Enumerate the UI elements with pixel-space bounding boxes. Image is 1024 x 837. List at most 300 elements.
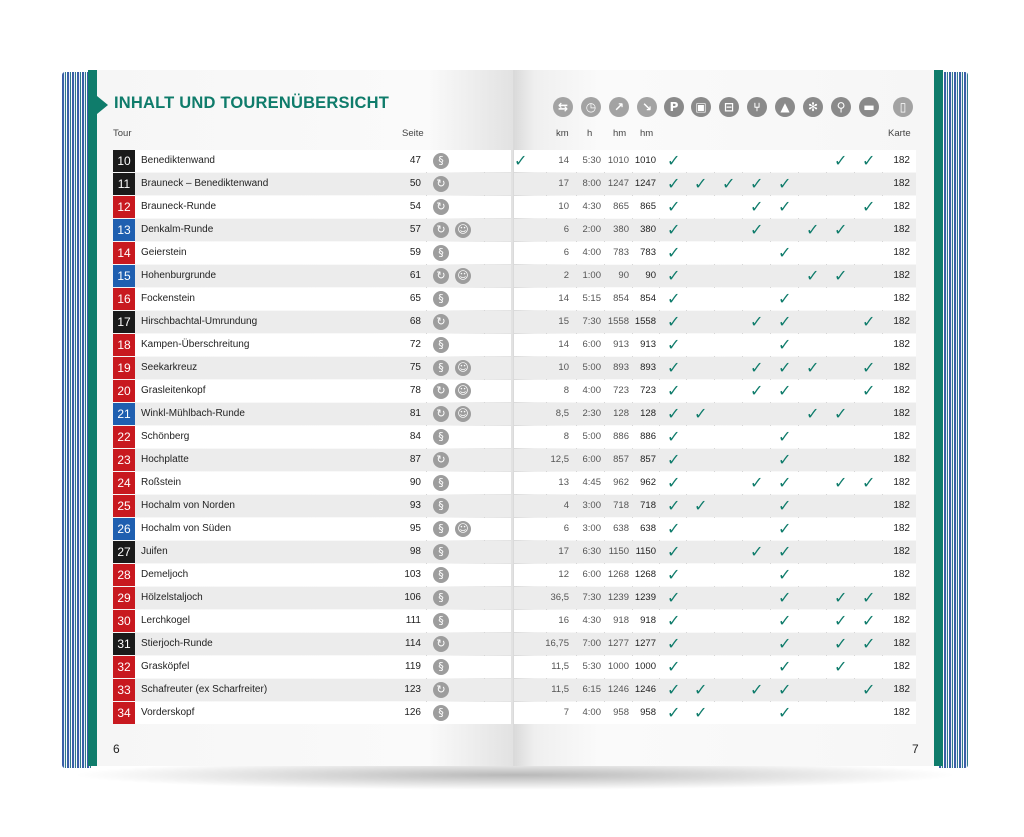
- header-h: h: [587, 128, 593, 139]
- tour-hm1: 893: [613, 362, 629, 373]
- table-row[interactable]: [113, 633, 511, 655]
- check-icon: ✓: [667, 611, 681, 630]
- tour-hm2: 918: [640, 615, 656, 626]
- table-row[interactable]: [113, 610, 511, 632]
- tour-h: 3:00: [582, 500, 601, 511]
- tour-hm2: 1247: [634, 178, 656, 189]
- tour-hm2: 638: [640, 523, 656, 534]
- tour-map-number: 182: [893, 569, 910, 580]
- table-row-stats: [514, 288, 916, 310]
- route-circular-icon: ↻: [433, 452, 449, 468]
- tour-name: Schafreuter (ex Scharfreiter): [141, 684, 268, 695]
- tour-h: 4:30: [582, 615, 601, 626]
- table-row[interactable]: [113, 311, 511, 333]
- tour-km: 10: [558, 362, 569, 373]
- tour-map-number: 182: [893, 408, 910, 419]
- check-icon: ✓: [834, 611, 848, 630]
- tour-h: 5:15: [582, 293, 601, 304]
- check-icon: ✓: [667, 634, 681, 653]
- table-row[interactable]: [113, 196, 511, 218]
- tour-map-number: 182: [893, 247, 910, 258]
- table-row[interactable]: [113, 265, 511, 287]
- check-icon: ✓: [834, 588, 848, 607]
- tour-name: Brauneck – Benediktenwand: [141, 178, 269, 189]
- tour-number: 29: [113, 587, 135, 609]
- tour-hm2: 893: [640, 362, 656, 373]
- tour-number: 24: [113, 472, 135, 494]
- table-row-stats: [514, 219, 916, 241]
- tour-hm1: 1277: [607, 638, 629, 649]
- tour-hm2: 1150: [635, 546, 656, 557]
- tour-km: 17: [558, 178, 569, 189]
- tour-hm2: 865: [640, 201, 656, 212]
- check-icon: ✓: [778, 473, 792, 492]
- cable-car-icon: ⊟: [719, 97, 739, 117]
- tour-km: 11,5: [551, 661, 569, 672]
- tour-hm1: 918: [613, 615, 629, 626]
- table-row-stats: [514, 495, 916, 517]
- tour-km: 10: [558, 201, 569, 212]
- check-icon: ✓: [806, 266, 820, 285]
- table-row[interactable]: [113, 426, 511, 448]
- tour-page: 75: [409, 362, 421, 373]
- check-icon: ✓: [667, 174, 681, 193]
- table-row[interactable]: [113, 449, 511, 471]
- route-circular-icon: ↻: [433, 682, 449, 698]
- tour-page: 81: [409, 408, 421, 419]
- tour-hm1: 886: [613, 431, 629, 442]
- tour-name: Hochalm von Süden: [141, 523, 232, 534]
- route-one-way-icon: §: [433, 429, 449, 445]
- table-row-stats: [514, 426, 916, 448]
- tour-hm2: 90: [645, 270, 656, 281]
- tour-name: Hirschbachtal-Umrundung: [141, 316, 258, 327]
- tour-hm2: 962: [640, 477, 656, 488]
- tour-page: 47: [409, 155, 421, 166]
- check-icon: ✓: [667, 496, 681, 515]
- tour-km: 36,5: [550, 592, 569, 603]
- check-icon: ✓: [834, 220, 848, 239]
- check-icon: ✓: [834, 404, 848, 423]
- tour-number: 34: [113, 702, 135, 724]
- check-icon: ✓: [834, 634, 848, 653]
- route-one-way-icon: §: [433, 567, 449, 583]
- tour-name: Hochplatte: [141, 454, 189, 465]
- table-row-stats: [514, 150, 916, 172]
- table-row-stats: [514, 265, 916, 287]
- tour-h: 4:00: [582, 385, 601, 396]
- check-icon: ✓: [750, 174, 764, 193]
- check-icon: ✓: [667, 197, 681, 216]
- tour-page: 84: [409, 431, 421, 442]
- check-icon: ✓: [862, 611, 876, 630]
- tour-h: 3:00: [582, 523, 601, 534]
- ascent-icon: ↗: [609, 97, 629, 117]
- tour-map-number: 182: [893, 155, 910, 166]
- check-icon: ✓: [862, 151, 876, 170]
- check-icon: ✓: [778, 174, 792, 193]
- tour-map-number: 182: [893, 293, 910, 304]
- check-icon: ✓: [667, 565, 681, 584]
- tour-hm1: 90: [618, 270, 629, 281]
- check-icon: ✓: [667, 381, 681, 400]
- tour-page: 87: [409, 454, 421, 465]
- tour-hm1: 1150: [608, 546, 629, 557]
- header-seite: Seite: [402, 128, 424, 139]
- tour-map-number: 182: [893, 431, 910, 442]
- tour-km: 14: [558, 293, 569, 304]
- tour-name: Hohenburgrunde: [141, 270, 217, 281]
- tour-name: Brauneck-Runde: [141, 201, 217, 212]
- route-one-way-icon: §: [433, 705, 449, 721]
- route-circular-icon: ↻: [433, 176, 449, 192]
- check-icon: ✓: [694, 680, 708, 699]
- tour-hm1: 1558: [607, 316, 629, 327]
- check-icon: ✓: [862, 312, 876, 331]
- tour-hm1: 718: [613, 500, 629, 511]
- tour-hm1: 1239: [607, 592, 629, 603]
- check-icon: ✓: [667, 358, 681, 377]
- route-circular-icon: ↻: [433, 314, 449, 330]
- check-icon: ✓: [778, 197, 792, 216]
- table-row-stats: [514, 587, 916, 609]
- tour-hm2: 723: [640, 385, 656, 396]
- check-icon: ✓: [778, 588, 792, 607]
- tour-name: Kampen-Überschreitung: [141, 339, 250, 350]
- kids-friendly-icon: ☺: [455, 521, 471, 537]
- tour-hm2: 128: [640, 408, 656, 419]
- tour-h: 6:00: [582, 454, 601, 465]
- table-row-stats: [514, 702, 916, 724]
- check-icon: ✓: [667, 588, 681, 607]
- route-circular-icon: ↻: [433, 268, 449, 284]
- tour-h: 7:00: [582, 638, 601, 649]
- table-row-stats: [514, 656, 916, 678]
- tour-page: 61: [409, 270, 421, 281]
- tour-h: 6:30: [582, 546, 601, 557]
- tour-hm1: 380: [613, 224, 629, 235]
- clock-icon: ◷: [581, 97, 601, 117]
- check-icon: ✓: [667, 703, 681, 722]
- table-row[interactable]: [113, 702, 511, 724]
- tour-km: 15: [558, 316, 569, 327]
- check-icon: ✓: [750, 220, 764, 239]
- table-row[interactable]: [113, 173, 511, 195]
- tour-name: Fockenstein: [141, 293, 195, 304]
- table-row[interactable]: [113, 564, 511, 586]
- tour-map-number: 182: [893, 270, 910, 281]
- parking-icon: P: [664, 97, 684, 117]
- tour-name: Vorderskopf: [141, 707, 195, 718]
- table-row[interactable]: [113, 587, 511, 609]
- table-row-stats: [514, 541, 916, 563]
- route-one-way-icon: §: [433, 613, 449, 629]
- tour-number: 12: [113, 196, 135, 218]
- tour-page: 114: [405, 638, 421, 649]
- tour-map-number: 182: [893, 385, 910, 396]
- tour-number: 32: [113, 656, 135, 678]
- tour-name: Grasleitenkopf: [141, 385, 206, 396]
- tour-page: 68: [409, 316, 421, 327]
- tour-hm2: 1000: [634, 661, 656, 672]
- tour-number: 20: [113, 380, 135, 402]
- tour-page: 78: [409, 385, 421, 396]
- check-icon: ✓: [750, 473, 764, 492]
- tour-name: Roßstein: [141, 477, 182, 488]
- kids-friendly-icon: ☺: [455, 360, 471, 376]
- table-row[interactable]: [113, 403, 511, 425]
- header-tour: Tour: [113, 128, 132, 139]
- check-icon: ✓: [862, 197, 876, 216]
- check-icon: ✓: [667, 312, 681, 331]
- tour-number: 11: [113, 173, 135, 195]
- check-icon: ✓: [778, 381, 792, 400]
- tour-number: 13: [113, 219, 135, 241]
- tour-km: 14: [558, 339, 569, 350]
- check-icon: ✓: [667, 542, 681, 561]
- table-row-stats: [514, 334, 916, 356]
- kids-friendly-icon: ☺: [455, 268, 471, 284]
- tour-h: 2:30: [582, 408, 601, 419]
- check-icon: ✓: [750, 358, 764, 377]
- tour-page: 119: [405, 661, 421, 672]
- tour-km: 7: [563, 707, 569, 718]
- tour-map-number: 182: [893, 707, 910, 718]
- route-one-way-icon: §: [433, 498, 449, 514]
- table-row-stats: [514, 242, 916, 264]
- tour-hm2: 958: [640, 707, 656, 718]
- tour-number: 30: [113, 610, 135, 632]
- table-row[interactable]: [113, 357, 511, 379]
- tour-hm1: 128: [613, 408, 629, 419]
- check-icon: ✓: [778, 243, 792, 262]
- route-one-way-icon: §: [433, 291, 449, 307]
- tour-page: 103: [404, 569, 421, 580]
- bed-icon: ▬: [859, 97, 879, 117]
- table-row[interactable]: [113, 334, 511, 356]
- table-row[interactable]: [113, 541, 511, 563]
- tour-km: 17: [558, 546, 569, 557]
- check-icon: ✓: [667, 473, 681, 492]
- tour-km: 12,5: [550, 454, 569, 465]
- route-one-way-icon: §: [433, 475, 449, 491]
- check-icon: ✓: [778, 289, 792, 308]
- tour-map-number: 182: [893, 523, 910, 534]
- tour-km: 8: [563, 431, 569, 442]
- check-icon: ✓: [694, 703, 708, 722]
- table-row-stats: [514, 403, 916, 425]
- tour-number: 33: [113, 679, 135, 701]
- table-row-stats: [514, 449, 916, 471]
- check-icon: ✓: [778, 427, 792, 446]
- table-row[interactable]: [113, 150, 511, 172]
- tour-km: 14: [558, 155, 569, 166]
- table-row-stats: [514, 311, 916, 333]
- tour-km: 12: [558, 569, 569, 580]
- route-circular-icon: ↻: [433, 199, 449, 215]
- tour-map-number: 182: [893, 615, 910, 626]
- tour-page: 65: [409, 293, 421, 304]
- check-icon: ✓: [667, 680, 681, 699]
- tour-map-number: 182: [893, 316, 910, 327]
- check-icon: ✓: [694, 174, 708, 193]
- tour-name: Winkl-Mühlbach-Runde: [141, 408, 245, 419]
- tour-h: 6:00: [582, 339, 601, 350]
- table-row[interactable]: [113, 472, 511, 494]
- route-circular-icon: ↻: [433, 406, 449, 422]
- tour-h: 4:45: [582, 477, 601, 488]
- tour-map-number: 182: [893, 454, 910, 465]
- tour-h: 1:00: [582, 270, 601, 281]
- tour-name: Lerchkogel: [141, 615, 190, 626]
- check-icon: ✓: [750, 680, 764, 699]
- tour-hm1: 962: [613, 477, 629, 488]
- check-icon: ✓: [667, 519, 681, 538]
- check-icon: ✓: [667, 335, 681, 354]
- tour-page: 57: [409, 224, 421, 235]
- tour-number: 23: [113, 449, 135, 471]
- route-one-way-icon: §: [433, 521, 449, 537]
- tour-number: 17: [113, 311, 135, 333]
- tour-page: 98: [409, 546, 421, 557]
- tour-page: 95: [409, 523, 421, 534]
- page-number-left: 6: [113, 742, 120, 756]
- tour-hm1: 1268: [607, 569, 629, 580]
- check-icon: ✓: [667, 450, 681, 469]
- tour-hm2: 1558: [634, 316, 656, 327]
- tour-page: 59: [409, 247, 421, 258]
- kids-friendly-icon: ☺: [455, 222, 471, 238]
- check-icon: ✓: [514, 151, 528, 170]
- route-one-way-icon: §: [433, 153, 449, 169]
- tour-map-number: 182: [893, 500, 910, 511]
- page-title: INHALT UND TOURENÜBERSICHT: [114, 94, 390, 112]
- check-icon: ✓: [862, 381, 876, 400]
- tour-km: 6: [563, 523, 569, 534]
- tour-name: Benediktenwand: [141, 155, 215, 166]
- table-row[interactable]: [113, 380, 511, 402]
- check-icon: ✓: [778, 450, 792, 469]
- descent-icon: ↘: [637, 97, 657, 117]
- tour-map-number: 182: [893, 362, 910, 373]
- tour-page: 126: [404, 707, 421, 718]
- tour-hm2: 380: [640, 224, 656, 235]
- tour-hm1: 1246: [607, 684, 629, 695]
- tour-map-number: 182: [893, 592, 910, 603]
- tour-map-number: 182: [893, 201, 910, 212]
- bus-icon: ▣: [691, 97, 711, 117]
- check-icon: ✓: [834, 266, 848, 285]
- check-icon: ✓: [862, 634, 876, 653]
- tour-hm2: 886: [640, 431, 656, 442]
- kids-friendly-icon: ☺: [455, 383, 471, 399]
- table-row-stats: [514, 472, 916, 494]
- tour-page: 90: [409, 477, 421, 488]
- check-icon: ✓: [750, 197, 764, 216]
- check-icon: ✓: [778, 565, 792, 584]
- tour-name: Hölzelstaljoch: [141, 592, 203, 603]
- route-one-way-icon: §: [433, 544, 449, 560]
- tour-hm1: 958: [613, 707, 629, 718]
- check-icon: ✓: [806, 220, 820, 239]
- accent-bar-left: [88, 70, 97, 766]
- tour-hm1: 865: [613, 201, 629, 212]
- table-row[interactable]: [113, 242, 511, 264]
- tour-h: 5:00: [582, 362, 601, 373]
- check-icon: ✓: [806, 404, 820, 423]
- check-icon: ✓: [750, 542, 764, 561]
- check-icon: ✓: [862, 680, 876, 699]
- tour-km: 2: [563, 270, 569, 281]
- route-one-way-icon: §: [433, 245, 449, 261]
- table-row[interactable]: [113, 288, 511, 310]
- tour-h: 7:30: [582, 316, 601, 327]
- tour-hm2: 783: [640, 247, 656, 258]
- tour-hm2: 1010: [634, 155, 656, 166]
- tour-map-number: 182: [893, 661, 910, 672]
- table-row-stats: [514, 196, 916, 218]
- tour-number: 25: [113, 495, 135, 517]
- tour-name: Demeljoch: [141, 569, 189, 580]
- tour-hm2: 913: [640, 339, 656, 350]
- tour-hm2: 854: [640, 293, 656, 304]
- tour-hm1: 723: [613, 385, 629, 396]
- tour-hm2: 1277: [634, 638, 656, 649]
- table-row[interactable]: [113, 495, 511, 517]
- tour-km: 8,5: [555, 408, 569, 419]
- check-icon: ✓: [778, 680, 792, 699]
- page-number-right: 7: [912, 742, 919, 756]
- tour-number: 14: [113, 242, 135, 264]
- tour-page: 123: [404, 684, 421, 695]
- check-icon: ✓: [862, 358, 876, 377]
- tour-h: 5:00: [582, 431, 601, 442]
- tour-name: Schönberg: [141, 431, 190, 442]
- tour-h: 6:00: [582, 569, 601, 580]
- table-row[interactable]: [113, 679, 511, 701]
- tour-map-number: 182: [893, 684, 910, 695]
- header-km: km: [556, 128, 569, 139]
- table-row[interactable]: [113, 518, 511, 540]
- table-row[interactable]: [113, 219, 511, 241]
- tour-hm1: 1247: [607, 178, 629, 189]
- tour-number: 16: [113, 288, 135, 310]
- route-circular-icon: ↻: [433, 383, 449, 399]
- check-icon: ✓: [778, 496, 792, 515]
- tour-h: 5:30: [582, 155, 601, 166]
- tour-page: 72: [409, 339, 421, 350]
- table-row-stats: [514, 357, 916, 379]
- tour-h: 4:00: [582, 247, 601, 258]
- restaurant-icon: ⑂: [747, 97, 767, 117]
- tour-hm1: 854: [613, 293, 629, 304]
- tour-page: 93: [409, 500, 421, 511]
- route-one-way-icon: §: [433, 659, 449, 675]
- check-icon: ✓: [834, 151, 848, 170]
- table-row-stats: [514, 610, 916, 632]
- snowflake-icon: ✻: [803, 97, 823, 117]
- tour-km: 16,75: [545, 638, 569, 649]
- check-icon: ✓: [694, 404, 708, 423]
- tour-number: 18: [113, 334, 135, 356]
- check-icon: ✓: [750, 381, 764, 400]
- check-icon: ✓: [862, 588, 876, 607]
- check-icon: ✓: [694, 496, 708, 515]
- table-row-stats: [514, 380, 916, 402]
- check-icon: ✓: [667, 404, 681, 423]
- table-row[interactable]: [113, 656, 511, 678]
- tour-name: Denkalm-Runde: [141, 224, 214, 235]
